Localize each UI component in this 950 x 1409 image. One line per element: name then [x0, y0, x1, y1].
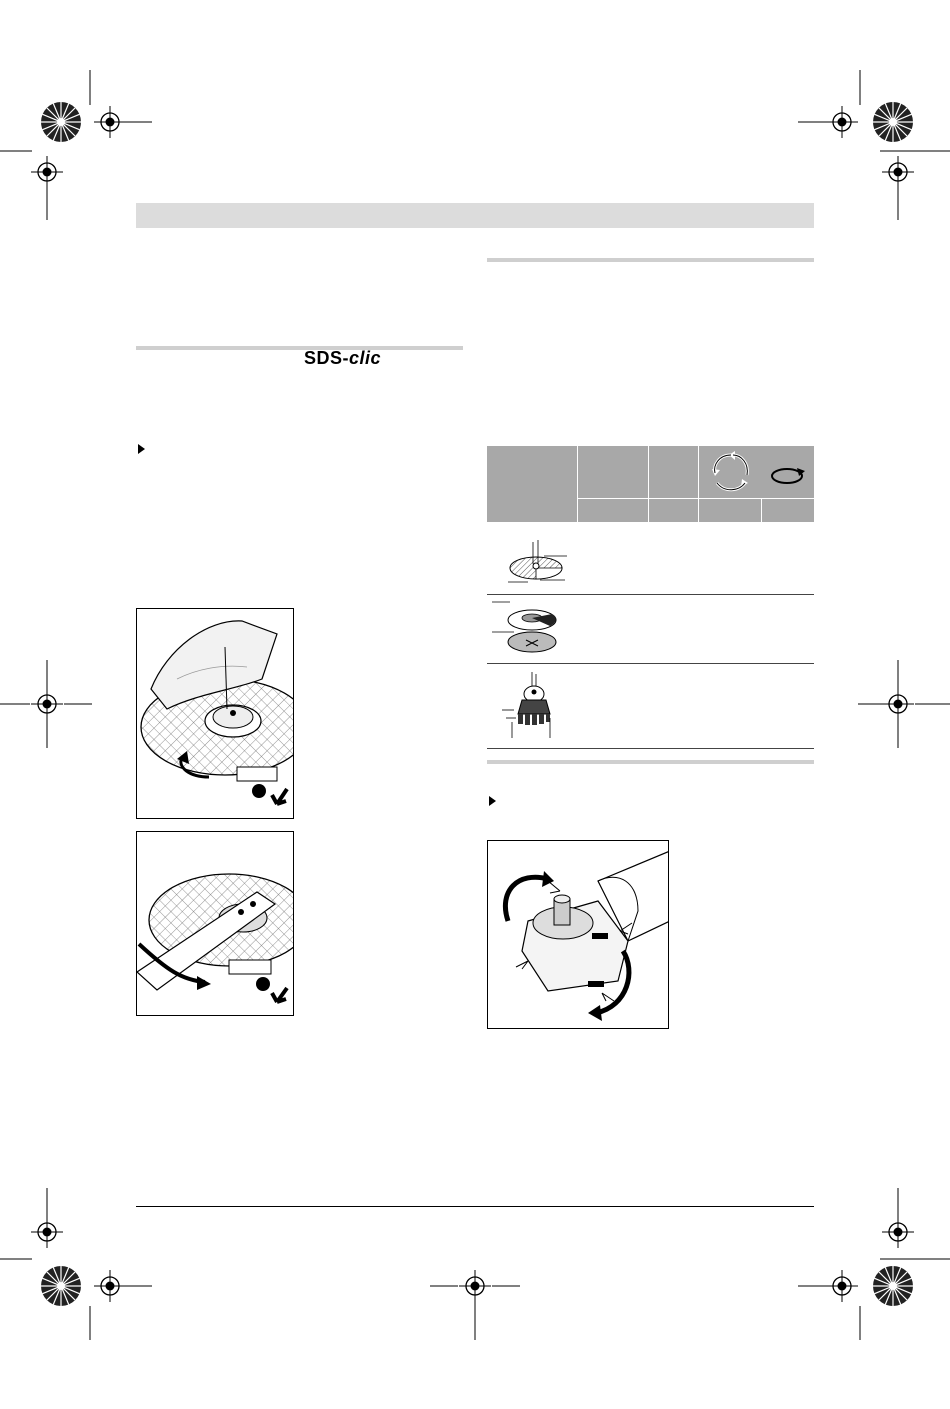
sds-logo-prefix: SDS-: [304, 348, 350, 368]
section-rule-right-top: [487, 258, 814, 262]
section-rule-right-bottom: [487, 760, 814, 764]
color-registration-wheel-icon: [41, 1266, 81, 1306]
gear-head-rotation-illustration: [487, 840, 669, 1029]
sds-clic-logo: [304, 348, 381, 369]
grinding-disc-icon: [492, 600, 567, 660]
color-registration-wheel-icon: [873, 1266, 913, 1306]
sds-logo-suffix: clic: [349, 348, 382, 368]
rotation-direction-icon: [769, 464, 809, 488]
color-registration-wheel-icon: [873, 102, 913, 142]
registration-crosshair-icon: [826, 1270, 858, 1302]
accessory-table-header: [487, 446, 814, 522]
color-registration-wheel-icon: [41, 102, 81, 142]
triangle-bullet-icon: [489, 796, 496, 806]
footer-rule: [136, 1206, 814, 1207]
table-row-divider: [487, 748, 814, 749]
triangle-bullet-icon: [138, 444, 145, 454]
cup-brush-icon: [500, 670, 560, 740]
registration-crosshair-icon: [459, 1270, 491, 1302]
table-row-divider: [487, 663, 814, 664]
section-rule-left: [136, 346, 463, 350]
grinding-disc-fastening-nut-illustration: [136, 608, 294, 819]
registration-crosshair-icon: [31, 156, 63, 188]
registration-crosshair-icon: [882, 156, 914, 188]
recycle-arrows-icon: [707, 451, 755, 495]
page-header-band: [136, 203, 814, 228]
registration-crosshair-icon: [882, 1216, 914, 1248]
registration-crosshair-icon: [31, 1216, 63, 1248]
registration-crosshair-icon: [31, 688, 63, 720]
registration-crosshair-icon: [826, 106, 858, 138]
two-pin-spanner-illustration: [136, 831, 294, 1016]
registration-crosshair-icon: [882, 688, 914, 720]
cutting-disc-icon: [500, 538, 575, 583]
table-row-divider: [487, 594, 814, 595]
